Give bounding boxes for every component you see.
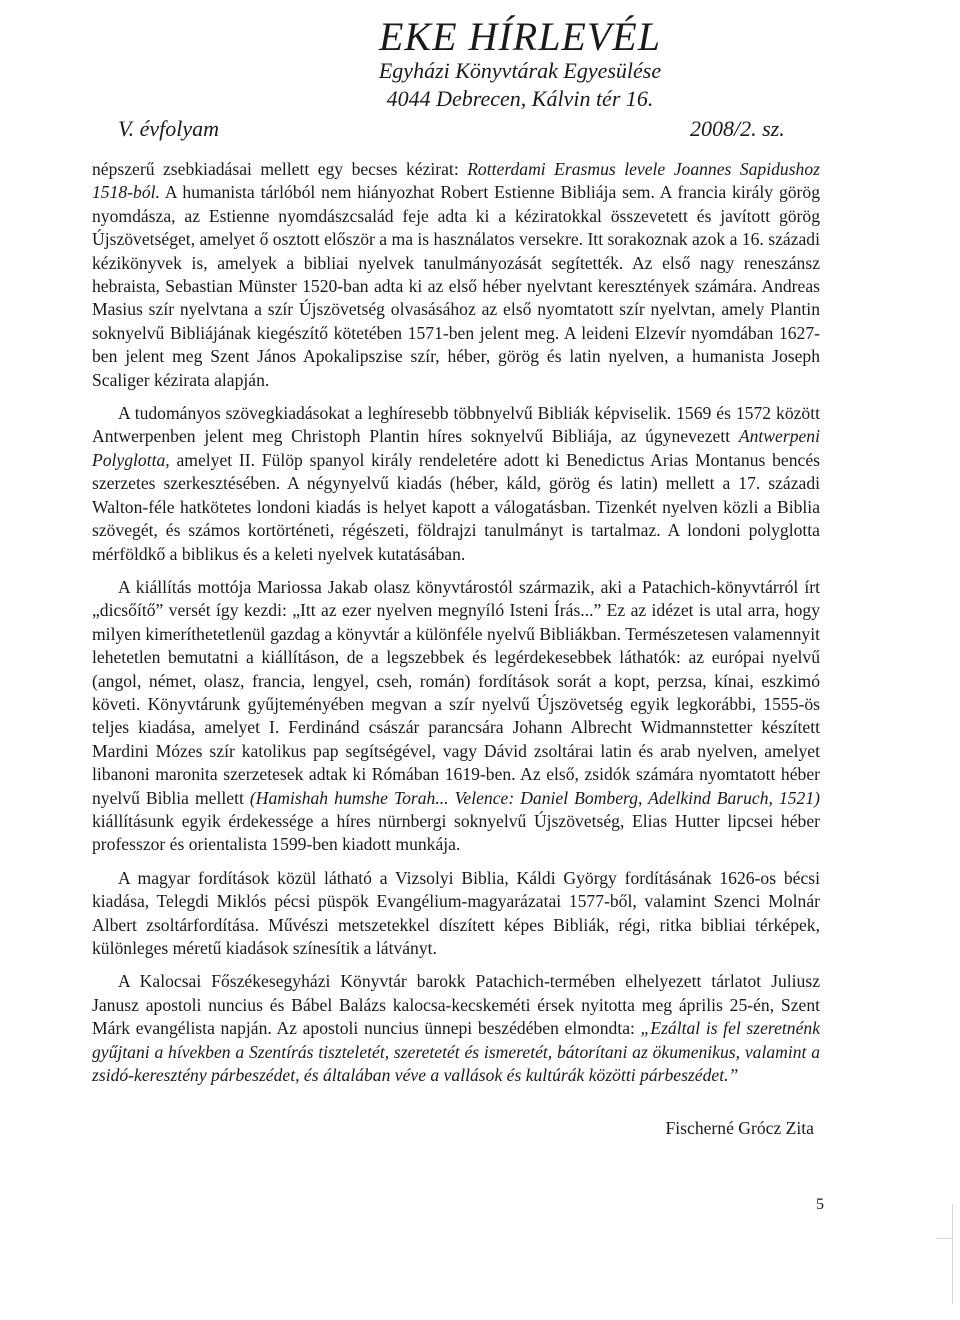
- text-span: kiállításunk egyik érdekessége a híres nürnbergi soknyelvű Újszövetség, Elias Hutter lipcsei héber professzor és orientalista 1599-ben kiadott munkája.: [92, 810, 820, 855]
- scan-edge-mark: [936, 1238, 952, 1239]
- issue-label: 2008/2. sz.: [690, 116, 785, 141]
- text-span: A Kalocsai Főszékesegyházi Könyvtár barokk Patachich-termében elhelyezett tárlatot Juliusz Janusz apostoli nuncius és Bábel Balázs kalocsa-kecskeméti érsek nyitotta meg április 25-én, Szent Márk evangélista napján. Az apostoli nuncius ünnepi beszédében elmondta:: [92, 971, 820, 1039]
- scan-edge-mark: [952, 1204, 953, 1304]
- article-paragraph: [92, 402, 820, 566]
- author-signature: Fischerné Grócz Zita: [665, 1118, 814, 1138]
- italic-text-span: „Ezáltal is fel szeretnénk gyűjtani a hívekben a Szentírás tiszteletét, szeretetét és ismeretét, bátorítani az ökumenikus, valamint a zsidó-keresztény párbeszédet, és általában véve a vallások és kultúrák közötti párbeszédet.”: [92, 1018, 821, 1086]
- text-span: A magyar fordítások közül látható a Vizsolyi Biblia, Káldi György fordításának 1626-os bécsi kiadása, Telegdi Miklós pécsi püspök Evangélium-magyarázatai 1577-ből, valamint Szenci Molnár Albert zsoltárfordítása. Művészi metszetekkel díszített képes Bibliák, régi, ritka bibliai térképek, különleges méretű kiadások színesítik a látványt.: [92, 867, 820, 958]
- italic-text-span: Rotterdami Erasmus levele Joannes Sapidushoz 1518-ból.: [92, 159, 820, 203]
- article-paragraph: [92, 867, 820, 961]
- article-body: [92, 158, 820, 1087]
- article-paragraph: [92, 970, 820, 1087]
- text-span: népszerű zsebkiadásai mellett egy becses kézirat:: [92, 159, 468, 179]
- organization-address: 4044 Debrecen, Kálvin tér 16.: [386, 86, 654, 111]
- text-span: amelyet II. Fülöp spanyol király rendeletére adott ki Benedictus Arias Montanus bencés szerzetes szerkesztésében. A négynyelvű kiadás (héber, káld, görög és latin) mellett a 17. századi Walton-féle hatkötetes londoni kiadás is helyet kapott a válogatásban. Tizenkét nyelven közli a Biblia szövegét, és számos kortörténeti, régészeti, földrajzi tanulmányt is tartalmaz. A londoni polyglotta mérföldkő a biblikus és a keleti nyelvek kutatásában.: [92, 449, 820, 564]
- italic-text-span: (Hamishah humshe Torah... Velence: Daniel Bomberg, Adelkind Baruch, 1521): [249, 787, 821, 808]
- text-span: A tudományos szövegkiadásokat a leghíresebb többnyelvű Bibliák képviselik. 1569 és 1572 között Antwerpenben jelent meg Christoph Plantin híres soknyelvű Bibliája, az úgynevezett: [92, 403, 820, 447]
- article-paragraph: [92, 576, 820, 857]
- text-span: A humanista tárlóból nem hiányozhat Robert Estienne Bibliája sem. A francia király görög nyomdásza, az Estienne nyomdászcsalád feje adta ki a kéziratokkal összevetett és javított görög Újszövetséget, amelyet ő osztott először a ma is használatos versekre. Itt sorakoznak azok a 16. századi kézikönyvek is, amelyek a bibliai nyelvek tanulmányozását segítették. Az első nagy reneszánsz hebraista, Sebastian Münster 1520-ban adta ki az első héber nyelvtant keresztények számára. Andreas Masius szír nyelvtana a szír Újszövetség olvasásához az első nyomtatott szír nyelvtan, amely Plantin soknyelvű Bibliájának kiegészítő kötetében 1571-ben jelent meg. A leideni Elzevír nyomdában 1627-ben jelent meg Szent János Apokalipszise szír, héber, görög és latin nyelven, a humanista Joseph Scaliger kézirata alapján.: [92, 182, 820, 390]
- article-paragraph: [92, 158, 820, 392]
- volume-label: V. évfolyam: [118, 116, 220, 141]
- page-number: 5: [816, 1196, 824, 1213]
- organization-name: Egyházi Könyvtárak Egyesülése: [378, 58, 662, 83]
- text-span: A kiállítás mottója Mariossa Jakab olasz könyvtárostól származik, aki a Patachich-könyvtárról írt „dicsőítő” versét így kezdi: „Itt az ezer nyelven megnyíló Isteni Írás...” Ez az idézet is utal arra, hogy milyen kimeríthetetlenül gazdag a könyvtár a különféle nyelvű Bibliákban. Természetesen valamennyit lehetetlen bemutatni a kiállításon, de a legszebbek és legérdekesebbek láthatók: az európai nyelvű (angol, német, olasz, francia, lengyel, cseh, román) fordítások sorát a kopt, perzsa, kínai, eszkimó követi. Könyvtárunk gyűjteményében megvan a szír nyelvű Újszövetség egyik legkorábbi, 1555-ös teljes kiadása, amelyet I. Ferdinánd császár parancsára Johann Albrecht Widmannstetter készített Mardini Mózes szír katolikus pap segítségével, vagy Dávid zsoltárai latin és arab nyelven, amelyet libanoni maronita szerzetesek adtak ki Rómában 1619-ben. Az első, zsidók számára nyomtatott héber nyelvű Biblia mellett: [92, 576, 820, 808]
- newsletter-title: EKE HÍRLEVÉL: [379, 14, 661, 59]
- italic-text-span: Antwerpeni Polyglotta,: [92, 426, 820, 470]
